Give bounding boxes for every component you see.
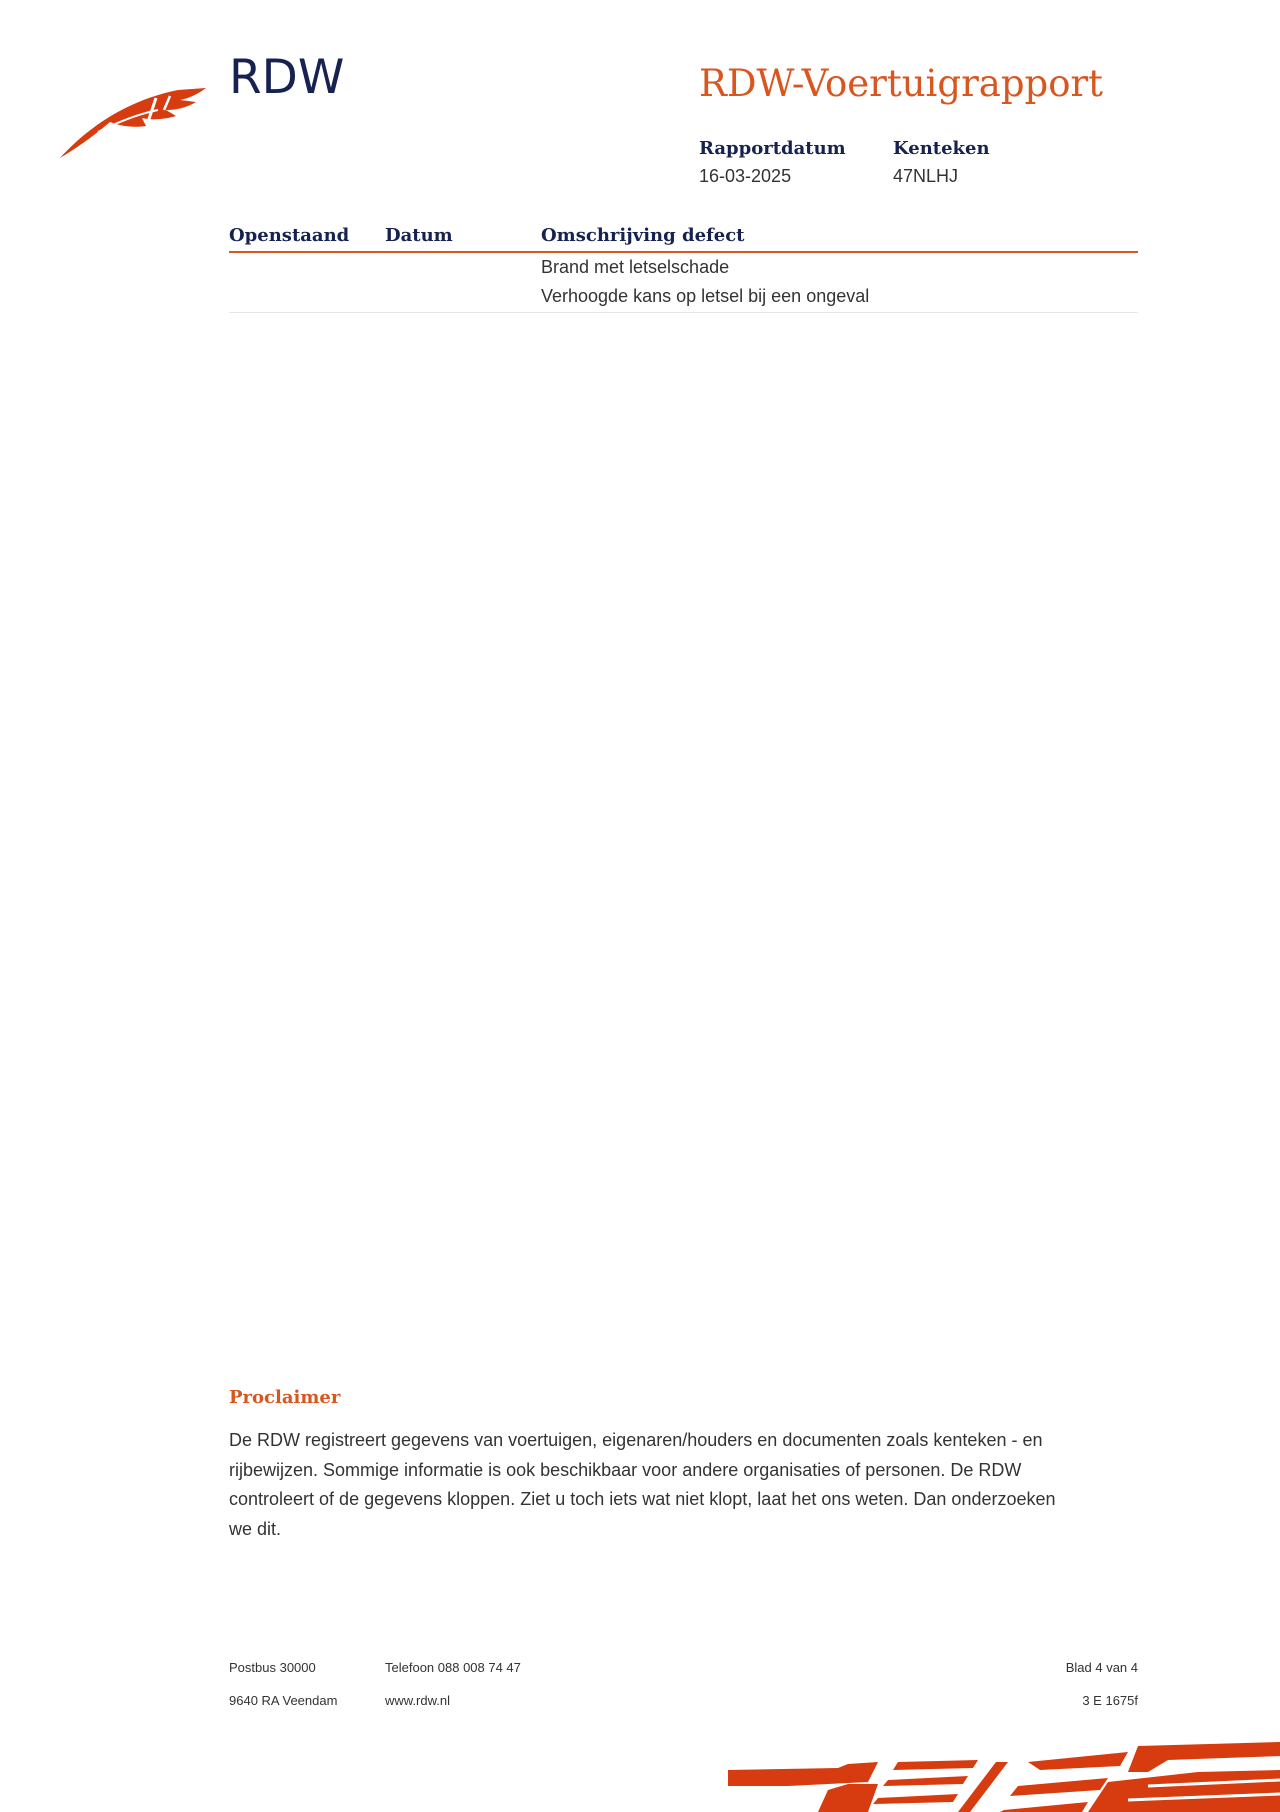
plate-value: 47NLHJ: [893, 166, 959, 186]
footer-doc-code: 3 E 1675f: [1082, 1693, 1138, 1708]
table-row-rule: [229, 312, 1138, 313]
footer-page-number: Blad 4 van 4: [1065, 1660, 1138, 1675]
column-header-openstaand: Openstaand: [229, 225, 350, 246]
proclaimer-line: controleert of de gegevens kloppen. Ziet u toch iets wat niet klopt, laat het ons weten. Dan onderzoeken: [229, 1489, 1056, 1509]
defect-description-line: Verhoogde kans op letsel bij een ongeval: [541, 286, 870, 306]
proclaimer-line: we dit.: [229, 1518, 282, 1539]
brand-name: RDW: [229, 50, 345, 105]
proclaimer-line: De RDW registreert gegevens van voertuigen, eigenaren/houders en documenten zoals kenteken - en: [229, 1430, 1043, 1450]
proclaimer-title: Proclaimer: [229, 1387, 341, 1408]
report-date-value: 16-03-2025: [699, 166, 792, 186]
rdw-logo-icon: [58, 82, 208, 162]
report-date-label: Rapportdatum: [699, 138, 846, 159]
report-title: RDW-Voertuigrapport: [699, 62, 1104, 105]
proclaimer-text: [229, 1426, 1129, 1544]
column-header-datum: Datum: [385, 225, 453, 246]
footer-postbus: Postbus 30000: [229, 1660, 316, 1675]
decorative-stripes: [728, 1742, 1280, 1812]
footer-address: 9640 RA Veendam: [229, 1693, 338, 1708]
defect-description-line: Brand met letselschade: [541, 257, 730, 277]
proclaimer-line: rijbewijzen. Sommige informatie is ook beschikbaar voor andere organisaties of personen. De RDW: [229, 1459, 1022, 1480]
footer-website[interactable]: www.rdw.nl: [385, 1693, 451, 1708]
plate-label: Kenteken: [893, 138, 990, 159]
footer-phone: Telefoon 088 008 74 47: [385, 1660, 521, 1675]
table-header-rule: [229, 251, 1138, 253]
column-header-omschrijving: Omschrijving defect: [541, 225, 745, 246]
